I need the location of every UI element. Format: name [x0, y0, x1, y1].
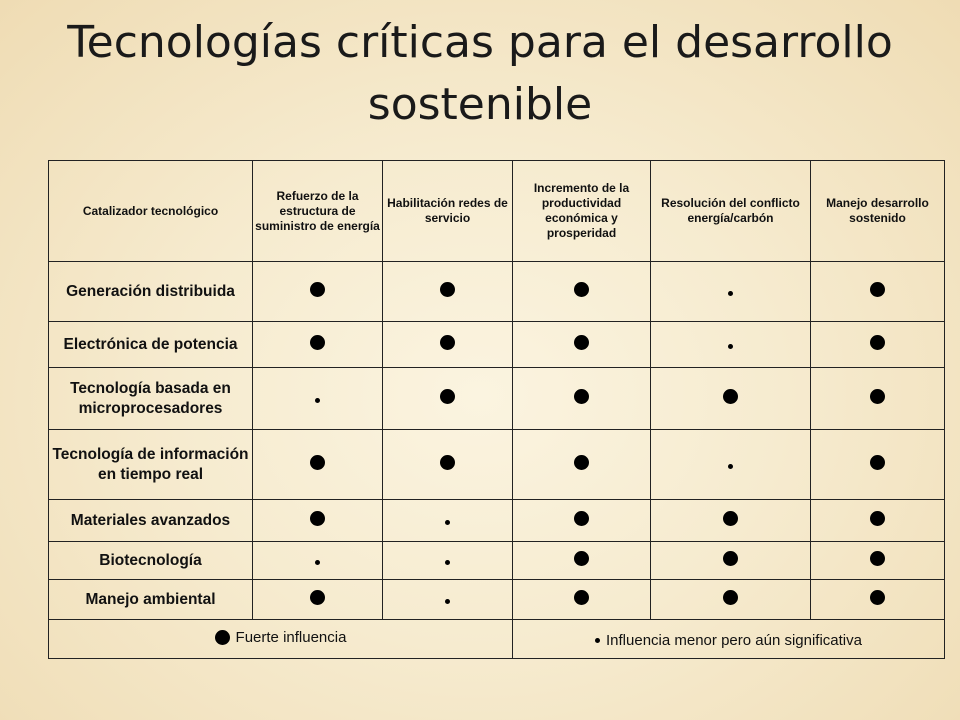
strong-influence-dot-icon: [574, 551, 589, 566]
strong-influence-dot-icon: [574, 455, 589, 470]
strong-influence-dot-icon: [574, 335, 589, 350]
header-row: [49, 161, 945, 262]
strong-influence-dot-icon: [310, 590, 325, 605]
slide-title: Tecnologías críticas para el desarrollo sostenible: [67, 17, 893, 130]
influence-cell: [513, 322, 651, 368]
weak-influence-dot-icon: [728, 344, 733, 349]
legend-weak-label: Influencia menor pero aún significativa: [606, 631, 862, 649]
strong-influence-dot-icon: [310, 335, 325, 350]
strong-influence-dot-icon: [440, 455, 455, 470]
row-label: Tecnología basada en microprocesadores: [49, 368, 253, 430]
strong-influence-dot-icon: [870, 511, 885, 526]
influence-cell: [651, 542, 811, 580]
strong-influence-dot-icon: [440, 389, 455, 404]
table-row: [49, 322, 945, 368]
influence-cell: [513, 262, 651, 322]
influence-cell: [383, 580, 513, 620]
influence-cell: [513, 430, 651, 500]
influence-cell: [811, 262, 945, 322]
influence-cell: [513, 580, 651, 620]
legend-strong-label: Fuerte influencia: [235, 629, 347, 646]
strong-influence-dot-icon: [723, 511, 738, 526]
row-label: Manejo ambiental: [49, 580, 253, 620]
influence-cell: [651, 430, 811, 500]
influence-cell: [651, 368, 811, 430]
row-label: Electrónica de potencia: [49, 322, 253, 368]
weak-influence-dot-icon: [728, 291, 733, 296]
weak-influence-dot-icon: [595, 638, 600, 643]
column-header: Resolución del conflicto energía/carbón: [651, 161, 811, 262]
technology-matrix-table: [48, 160, 945, 659]
influence-cell: [253, 322, 383, 368]
influence-cell: [651, 500, 811, 542]
strong-influence-dot-icon: [574, 511, 589, 526]
influence-cell: [811, 542, 945, 580]
influence-cell: [651, 262, 811, 322]
influence-cell: [811, 500, 945, 542]
column-header: Manejo desarrollo sostenido: [811, 161, 945, 262]
influence-cell: [383, 500, 513, 542]
strong-influence-dot-icon: [723, 590, 738, 605]
influence-cell: [651, 322, 811, 368]
influence-cell: [253, 500, 383, 542]
legend-weak: [513, 620, 945, 659]
strong-influence-dot-icon: [870, 389, 885, 404]
influence-cell: [383, 262, 513, 322]
strong-influence-dot-icon: [870, 590, 885, 605]
strong-influence-dot-icon: [870, 282, 885, 297]
influence-cell: [811, 322, 945, 368]
legend-row: [49, 620, 945, 659]
influence-cell: [513, 368, 651, 430]
legend-strong: [49, 620, 513, 659]
weak-influence-dot-icon: [445, 560, 450, 565]
row-label: Materiales avanzados: [49, 500, 253, 542]
influence-cell: [513, 500, 651, 542]
row-label: Tecnología de información en tiempo real: [49, 430, 253, 500]
weak-influence-dot-icon: [445, 520, 450, 525]
influence-cell: [383, 542, 513, 580]
row-label: Biotecnología: [49, 542, 253, 580]
influence-cell: [811, 368, 945, 430]
table-row: [49, 262, 945, 322]
weak-influence-dot-icon: [445, 599, 450, 604]
strong-influence-dot-icon: [574, 389, 589, 404]
influence-cell: [383, 368, 513, 430]
strong-influence-dot-icon: [310, 455, 325, 470]
influence-cell: [651, 580, 811, 620]
influence-cell: [253, 368, 383, 430]
column-header: Refuerzo de la estructura de suministro de energía: [253, 161, 383, 262]
strong-influence-dot-icon: [440, 282, 455, 297]
strong-influence-dot-icon: [723, 551, 738, 566]
strong-influence-dot-icon: [574, 590, 589, 605]
strong-influence-dot-icon: [310, 282, 325, 297]
influence-cell: [253, 580, 383, 620]
strong-influence-dot-icon: [870, 455, 885, 470]
column-header: Incremento de la productividad económica y prosperidad: [513, 161, 651, 262]
weak-influence-dot-icon: [315, 398, 320, 403]
influence-cell: [383, 430, 513, 500]
strong-influence-dot-icon: [870, 551, 885, 566]
table-row: [49, 430, 945, 500]
table-row: [49, 368, 945, 430]
influence-cell: [811, 580, 945, 620]
influence-cell: [253, 542, 383, 580]
strong-influence-dot-icon: [723, 389, 738, 404]
influence-cell: [811, 430, 945, 500]
table-row: [49, 580, 945, 620]
influence-cell: [253, 262, 383, 322]
row-label: Generación distribuida: [49, 262, 253, 322]
strong-influence-dot-icon: [870, 335, 885, 350]
table-row: [49, 542, 945, 580]
strong-influence-dot-icon: [440, 335, 455, 350]
column-header: Habilitación redes de servicio: [383, 161, 513, 262]
weak-influence-dot-icon: [315, 560, 320, 565]
strong-influence-dot-icon: [310, 511, 325, 526]
influence-cell: [513, 542, 651, 580]
weak-influence-dot-icon: [728, 464, 733, 469]
strong-influence-dot-icon: [215, 630, 230, 645]
influence-cell: [253, 430, 383, 500]
table-row: [49, 500, 945, 542]
column-header: Catalizador tecnológico: [49, 161, 253, 262]
influence-cell: [383, 322, 513, 368]
strong-influence-dot-icon: [574, 282, 589, 297]
